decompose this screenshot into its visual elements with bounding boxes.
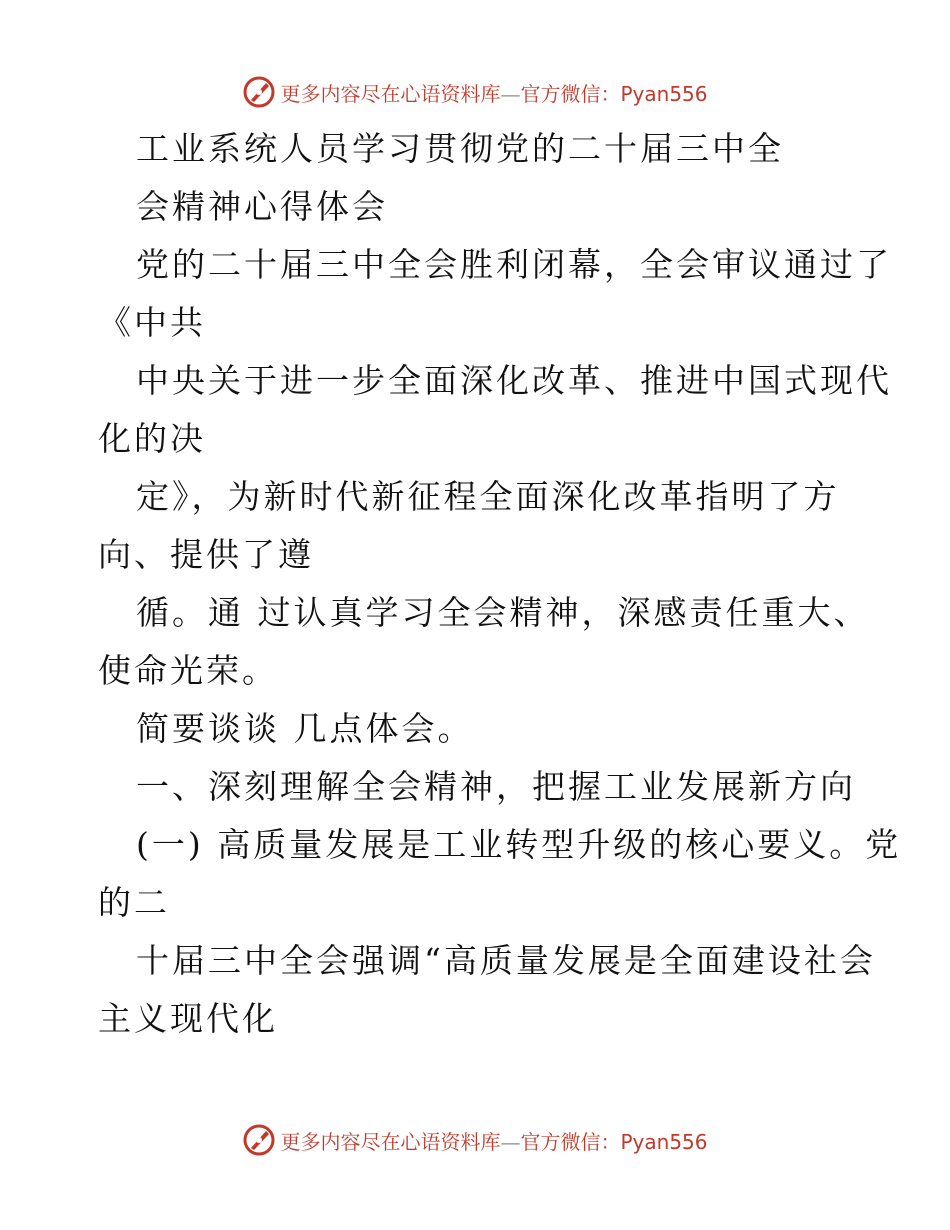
pen-circle-icon (242, 1123, 276, 1157)
watermark-text: 更多内容尽在心语资料库—官方微信：Pyan556 (280, 1129, 708, 1154)
paragraph-line: 化的决 (98, 419, 206, 458)
title-line-2: 会精神心得体会 (136, 187, 388, 226)
paragraph-line: 《中共 (98, 303, 206, 342)
header-watermark (0, 72, 950, 112)
watermark-text: 更多内容尽在心语资料库—官方微信：Pyan556 (280, 81, 708, 106)
paragraph-line: 主义现代化 (98, 999, 278, 1038)
pen-circle-icon (242, 75, 276, 109)
paragraph-line: 党的二十届三中全会胜利闭幕，全会审议通过了 (136, 245, 892, 284)
paragraph-line: 向、提供了遵 (98, 535, 314, 574)
paragraph-line: 的二 (98, 883, 170, 922)
paragraph-line: 使命光荣。 (98, 651, 278, 690)
document-body (98, 120, 902, 1048)
paragraph-line: 循。通 过认真学习全会精神，深感责任重大、 (136, 593, 870, 632)
title-line-1: 工业系统人员学习贯彻党的二十届三中全 (136, 129, 784, 168)
section-heading: 一、深刻理解全会精神，把握工业发展新方向 (136, 767, 856, 806)
paragraph-line: 简要谈谈 几点体会。 (136, 709, 474, 748)
footer-watermark (0, 1120, 950, 1160)
subsection-heading: (一) 高质量发展是工业转型升级的核心要义。党 (136, 825, 902, 864)
paragraph-line: 十届三中全会强调“高质量发展是全面建设社会 (136, 941, 876, 980)
paragraph-line: 中央关于进一步全面深化改革、推进中国式现代 (136, 361, 892, 400)
paragraph-line: 定》，为新时代新征程全面深化改革指明了方 (136, 477, 840, 516)
